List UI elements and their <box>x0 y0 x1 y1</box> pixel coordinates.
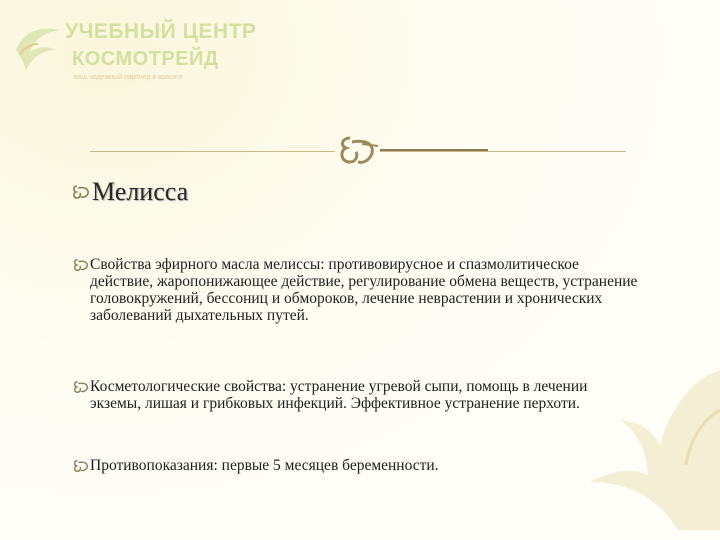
title-row <box>72 176 188 208</box>
scroll-bullet-icon <box>72 258 90 272</box>
bullet-text: Свойства эфирного масла мелиссы: противовирусное и спазмолитическое действие, жаропонижающее действие, регулирование обмена веществ, устранение головокружений, бессониц и обмороков, лечение неврастении и хронических заболеваний дыхательных путей. <box>90 256 638 324</box>
list-item <box>72 256 642 324</box>
scroll-bullet-icon <box>72 380 90 394</box>
scroll-bullet-icon <box>72 184 90 200</box>
bullet-text: Противопоказания: первые 5 месяцев беременности. <box>90 457 439 474</box>
logo-brand: КОСМОТРЕЙД <box>72 48 219 70</box>
divider-line-right <box>380 151 626 152</box>
list-item <box>72 378 642 412</box>
swallow-bird-icon <box>590 350 720 530</box>
divider-line-left <box>90 151 335 152</box>
logo-title: УЧЕБНЫЙ ЦЕНТР <box>65 20 257 43</box>
scroll-bullet-icon <box>72 459 90 473</box>
list-item <box>72 457 439 474</box>
scroll-ornament-icon <box>336 134 380 168</box>
divider-accent <box>380 149 488 151</box>
swallow-bird-icon <box>10 20 65 75</box>
bullet-text: Косметологические свойства: устранение угревой сыпи, помощь в лечении экземы, лишая и грибковых инфекций. Эффективное устранение перхоти. <box>90 378 588 412</box>
logo-tagline: ваш надежный партнер в красоте <box>74 74 184 81</box>
logo <box>10 8 257 88</box>
slide-title: Мелисса <box>92 177 189 206</box>
